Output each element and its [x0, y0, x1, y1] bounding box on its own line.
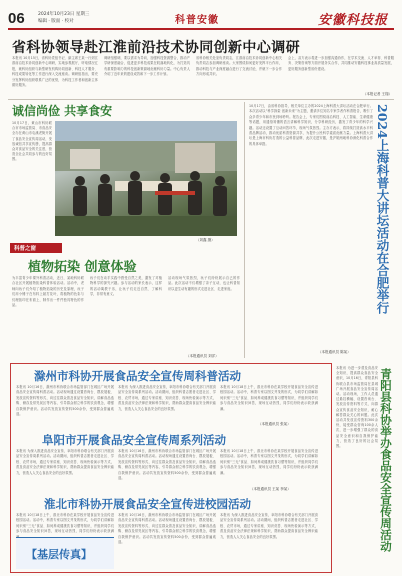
plant-body-col2: 孩子们在动手实践中感受自然之美，激发了对植物科学的探究兴趣。参与活动的家长表示，这样的活动寓教于乐，让孩子们走近自然、了解科学，非常有意义。 — [90, 276, 162, 297]
huaibei-headline: 淮北市科协开展食品安全宣传进校园活动 — [44, 497, 251, 511]
fuyang-body-col1: 本报讯 为深入推进食品安全宣传，阜阳市科协联合有关部门开展食品安全宣传周系列活动。活动期间，组织科普志愿者走进社区、学校、农贸市场，通过专家讲座、知识竞答、现场快检演示等方式，普及食品安全法律法规和科学知识，帮助群众提高食品安全辨识能力，营造人人关心食品安全的良好氛围。 — [16, 449, 114, 475]
grassroots-tag: 【基层传真】 — [26, 548, 92, 561]
side-article-body: 10月17日，由省科协指导，相关单位主办的2024上海科普大讲坛活动在合肥举行。本次活动以“科学探索 创新未来”为主题，邀请多位知名专家学者作科普报告，吸引了众多青少年和市民到场聆听。报告会上，专家们围绕前沿科技、人工智能、生命健康等话题，用通俗易懂的语言讲解科学知识，分享科研经历，激发了青少年的科学兴趣。活动还设置了互动问答环节，现场气氛热烈。主办方表示，将持续打造高水平科普品牌活动，推动优质科普资源共享，为提升公民科学素质贡献力量。上海科普大讲坛是上海市科协打造的公益科普品牌，此次走进安徽，是沪皖两地科协深化科普合作的具体举措。 — [249, 104, 373, 146]
qingyang-body: 本报讯 为进一步普及食品安全知识，提高群众食品安全意识，10月16日，青阳县科协联合县市场监管局在县城广场开展食品安全宣传周活动。活动现场，工作人员通过悬挂横幅、设置咨询台、发放宣传资料等方式，向群众宣传食品安全知识，耐心解答群众关心的问题。此次活动共发放宣传资料300余份，接受群众咨询100余人次，进一步增强了群众的食品安全意识和自我保护能力，营造了良好的社会氛围。 — [336, 366, 378, 449]
chuzhou-body-col1: 本报讯 10月16日，滁州市科协联合市场监管部门在城区广场开展食品安全宣传周科普活动。活动现场通过设置咨询台、摆放展板、发放宣传资料等形式，向过往群众普及食品安全知识，讲解食品选购、储存及常见误区等内容，引导群众树立科学的饮食观念，增强自我保护意识。活动共发放宣传资料500余份，受到群众普遍欢迎。 — [16, 385, 114, 417]
column-divider — [244, 102, 245, 358]
main-byline: （本报记者 王翔） — [362, 92, 392, 96]
plant-body-col3: 活动现场气氛热烈，孩子们纷纷展示自己的作品。此次活动不仅增强了亲子互动，也让科普知识以更生动有趣的形式走进社区、走进家庭。 — [168, 276, 240, 291]
fuyang-body-col3: 本报讯 10月18日上午，淮北市科协在某学校开展食品安全宣传进校园活动。活动中，科普专家以图文并茂的形式，为同学们讲解如何识别“三无”食品、如何养成健康饮食习惯等知识，并组织同学们参与食品安全知识问答，现场互动热烈，同学们纷纷表示收获满满。 — [220, 449, 318, 475]
huaibei-body-col1: 本报讯 10月18日上午，淮北市科协在某学校开展食品安全宣传进校园活动。活动中，科普专家以图文并茂的形式，为同学们讲解如何识别“三无”食品、如何养成健康饮食习惯等知识，并组织同学们参与食品安全知识问答，现场互动热烈，同学们纷纷表示收获满 — [16, 513, 114, 534]
date-text: 2024年10月23日 星期三 — [38, 12, 90, 17]
column-tag-label: 科普之窗 — [14, 246, 37, 252]
fuyang-body-col2: 本报讯 10月16日，滁州市科协联合市场监管部门在城区广场开展食品安全宣传周科普活动。活动现场通过设置咨询台、摆放展板、发放宣传资料等形式，向过往群众普及食品安全知识，讲解食品选购、储存及常见误区等内容，引导群众树立科学的饮食观念，增强自我保护意识。活动共发放宣传资料500余份，受到群众普遍欢迎。 — [118, 449, 216, 481]
grassroots-tag-block — [16, 537, 114, 569]
page-number: 06 — [8, 10, 25, 27]
qingyang-title: 青阳县科协举办食品安全宣传周活动 — [379, 368, 393, 552]
chuzhou-headline: 滁州市科协开展食品安全宣传周科普活动 — [34, 369, 241, 383]
photo-credit: （刘鑫 摄） — [196, 238, 215, 242]
column-tag — [10, 243, 62, 253]
honesty-headline: 诚信尚俭 共享食安 — [12, 104, 113, 118]
side-byline: （本报通讯员 陈某） — [318, 350, 351, 354]
page-header — [0, 0, 402, 30]
huaibei-body-col3: 本报讯 为深入推进食品安全宣传，阜阳市科协联合有关部门开展食品安全宣传周系列活动。活动期间，组织科普志愿者走进社区、学校、农贸市场，通过专家讲座、知识竞答、现场快检演示等方式，普及食品安全法律法规和科学知识，帮助群众提高食品安全辨识能力，营造人人关心食品安全的良好氛围。 — [220, 513, 318, 539]
honesty-intro: 10月17日，黄山市科协联合市市场监管局、市食品安全办在黄山市屯溪老街开展了食品安全宣传周活动，发放诚信共享宣传册，提高群众对食品安全的关注度，营造全社会共同参与的良好氛围。 — [12, 121, 52, 162]
divider — [8, 99, 394, 100]
chuzhou-body-col2: 本报讯 为深入推进食品安全宣传，阜阳市科协联合有关部门开展食品安全宣传周系列活动。活动期间，组织科普志愿者走进社区、学校、农贸市场，通过专家讲座、知识竞答、现场快检演示等方式，普及食品安全法律法规和科学知识，帮助群众提高食品安全辨识能力，营造人人关心食品安全的良好氛围。 — [118, 385, 216, 411]
main-article-col3: 省科协相关处室负责同志，江淮前沿技术协同创新中心相关负责同志参加调研座谈。大家围绕如何更好发挥平台作用，推动科技与产业深度融合进行了交流讨论，并就下一步合作方向形成共识。 — [196, 56, 282, 77]
main-article-col2: 调研组强调，要以需求为导向，加强科技资源整合，推动产学研深度融合，促进更多科技成果在皖落地转化，为打造具有重要影响力的科技创新策源地贡献科协力量。中心负责人介绍了近年来的建设成效和下一步工作计划。 — [104, 56, 190, 77]
chuzhou-body-col3: 本报讯 10月18日上午，淮北市科协在某学校开展食品安全宣传进校园活动。活动中，科普专家以图文并茂的形式，为同学们讲解如何识别“三无”食品、如何养成健康饮食习惯等知识，并组织同学们参与食品安全知识问答，现场互动热烈，同学们纷纷表示收获满满。 — [220, 385, 318, 411]
chuzhou-byline: （本报通讯员 张某） — [258, 422, 291, 426]
food-safety-photo — [55, 121, 237, 236]
fuyang-headline: 阜阳市开展食品安全宣传周系列活动 — [42, 433, 226, 447]
editors-text: 编辑 · 版面 · 校对 — [38, 19, 74, 24]
main-article-col4: 会上，双方表示将进一步加强沟通协作，在学术交流、人才举荐、科普服务、决策咨询等方面开展务实合作，共同推动安徽科技事业高质量发展，更好服务创新型省份建设。 — [288, 56, 394, 71]
side-article-title: 2024上海科普大讲坛活动在合肥举行 — [375, 104, 390, 314]
main-headline: 省科协领导赴江淮前沿技术协同创新中心调研 — [12, 40, 300, 56]
newspaper-logo: 安徽科技报 — [318, 13, 389, 28]
plant-byline: （本报通讯员 刘洋） — [186, 354, 219, 358]
photo-illustration — [55, 121, 237, 236]
issue-date — [38, 11, 89, 25]
fuyang-byline: （本报通讯员 王某 李某） — [250, 487, 291, 491]
section-title: 科普安徽 — [175, 15, 219, 26]
main-article-col1: 本报讯 10月15日，省科协党组书记、副主席王某一行到江淮前沿技术协同创新中心调研，实地参观展厅，听取情况汇报，就科协组织与新型研发机构协同创新、科技人才服务、科技成果转化等工作进行深入交流座谈。调研组指出，要充分发挥科协组织联系广泛的优势，为科技工作者和创新主体做好服务。 — [12, 56, 98, 88]
plant-body-col1: 为丰富青少年课外科普活动，近日，某地科协联合社区开展植物拓染科普体验活动。活动中，老师向孩子们介绍了植物拓染的历史及原理，孩子们用小锤子在布料上敲打花叶，将植物的色彩与纹理拓印在布面上，制作出一件件独具特色的作品。 — [12, 276, 84, 308]
header-rule — [8, 28, 394, 30]
plant-headline: 植物拓染 创意体验 — [28, 260, 137, 275]
huaibei-body-col2: 本报讯 10月16日，滁州市科协联合市场监管部门在城区广场开展食品安全宣传周科普活动。活动现场通过设置咨询台、摆放展板、发放宣传资料等形式，向过往群众普及食品安全知识，讲解食品选购、储存及常见误区等内容，引导群众树立科学的饮食观念，增强自我保护意识。活动共发放宣传资料500余份，受到群众普遍欢迎。 — [118, 513, 216, 545]
